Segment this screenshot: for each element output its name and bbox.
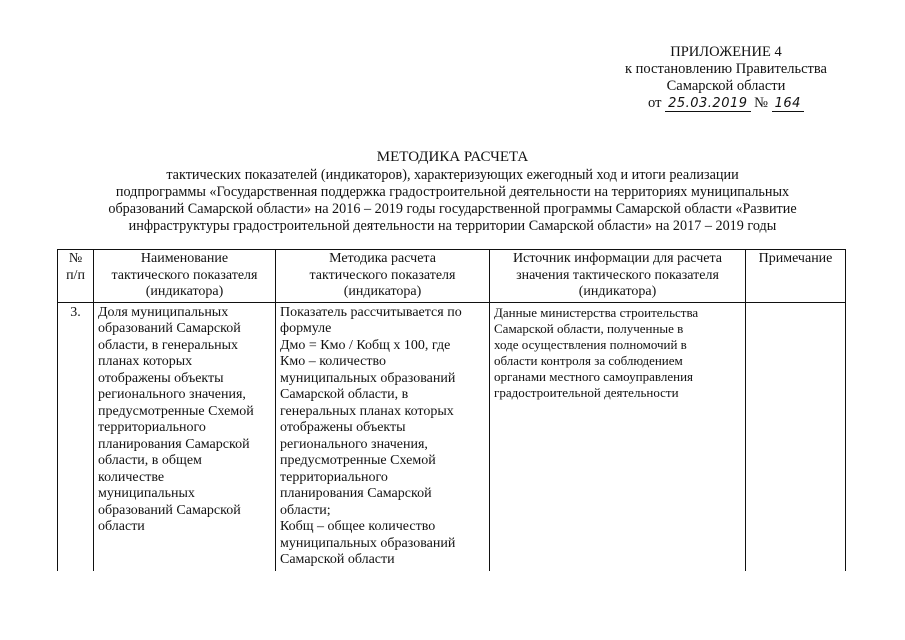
indicator-table	[57, 249, 846, 571]
header-number: № п/п	[58, 250, 94, 303]
heading-subtitle-line: образований Самарской области» на 2016 – 2019 годы государственной программы Самарской области «Развитие	[108, 201, 797, 217]
row-number: 3.	[58, 302, 94, 571]
header-calculation-method: Методика расчета тактического показателя (индикатора)	[276, 250, 490, 303]
appendix-date-line	[625, 95, 827, 112]
appendix-block	[625, 44, 827, 112]
calculation-method-cell: Показатель рассчитывается по формуле Дмо = Кмо / Кобщ х 100, где Кмо – количество муниципальных образований Самарской области, в генеральных планах которых отображены объекты регионального значения, предусмотренные Схемой территориального планирования Самарской области; Кобщ – общее количество муниципальных образований Самарской области	[276, 302, 490, 571]
number-label: №	[754, 95, 768, 111]
heading-subtitle-line: инфраструктуры градостроительной деятельности на территории Самарской области» на 2017 – 2019 годы	[128, 218, 777, 234]
header-note: Примечание	[746, 250, 846, 303]
header-information-source: Источник информации для расчета значения тактического показателя (индикатора)	[490, 250, 746, 303]
table-header-row	[58, 250, 846, 303]
appendix-region-line: Самарской области	[666, 78, 786, 94]
document-heading	[40, 148, 865, 235]
header-indicator-name: Наименование тактического показателя (индикатора)	[94, 250, 276, 303]
handwritten-date: 25.03.2019	[665, 96, 750, 112]
date-prefix: от	[648, 95, 662, 111]
table-row	[58, 302, 846, 571]
appendix-resolution-line: к постановлению Правительства	[625, 61, 827, 77]
heading-subtitle-line: тактических показателей (индикаторов), характеризующих ежегодный ход и итоги реализации	[166, 167, 739, 183]
handwritten-number: 164	[772, 96, 804, 112]
indicator-name-cell: Доля муниципальных образований Самарской области, в генеральных планах которых отображены объекты регионального значения, предусмотренные Схемой территориального планирования Самарской области, в общем количестве муниципальных образований Самарской области	[94, 302, 276, 571]
heading-subtitle-line: подпрограммы «Государственная поддержка градостроительной деятельности на территориях муниципальных	[115, 184, 790, 200]
document-title: МЕТОДИКА РАСЧЕТА	[376, 149, 529, 165]
note-cell	[746, 302, 846, 571]
information-source-cell: Данные министерства строительства Самарской области, полученные в ходе осуществления полномочий в области контроля за соблюдением органами местного самоуправления градостроительной деятельности	[490, 302, 746, 571]
appendix-title: ПРИЛОЖЕНИЕ 4	[670, 44, 782, 60]
